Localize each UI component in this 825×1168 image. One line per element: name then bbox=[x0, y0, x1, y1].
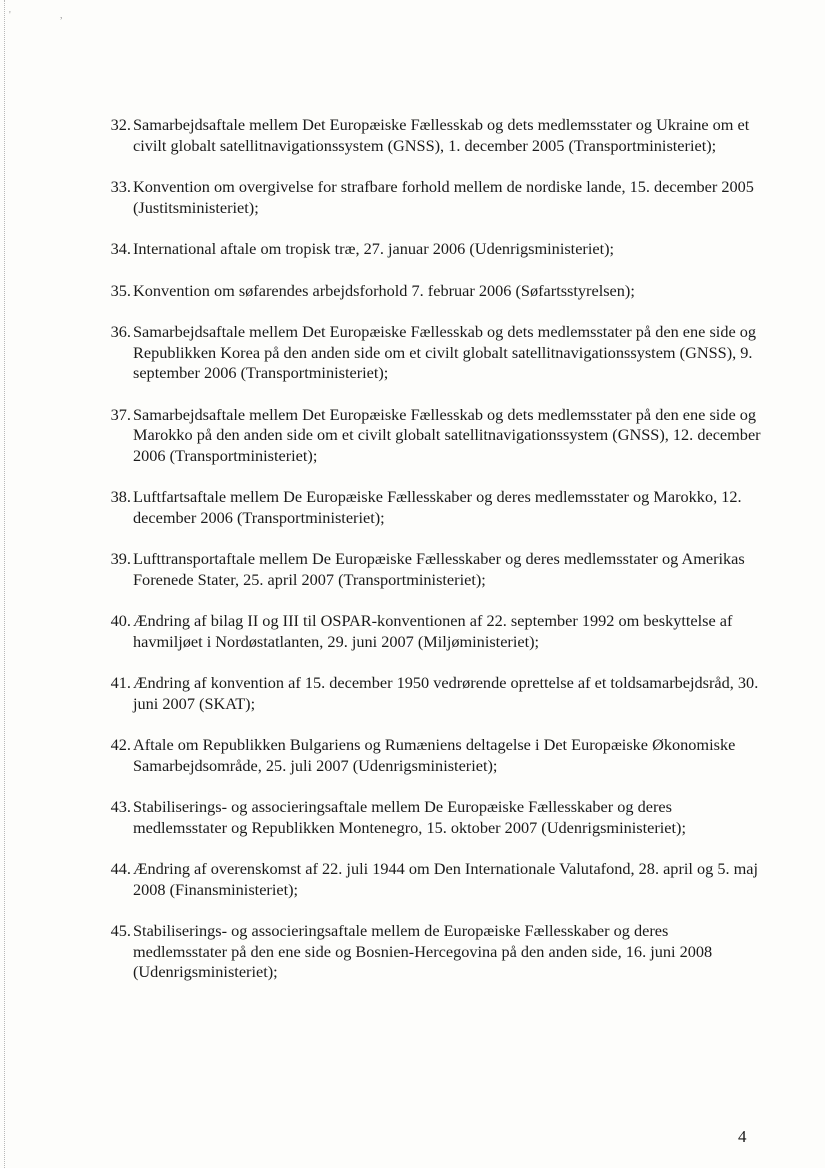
item-text: Konvention om overgivelse for strafbare forhold mellem de nordiske lande, 15. december 2005 (Justitsministeriet); bbox=[133, 177, 754, 217]
item-number: 35. bbox=[110, 280, 131, 300]
item-text: Ændring af bilag II og III til OSPAR-konventionen af 22. september 1992 om beskyttelse af havmiljøet i Nordøstatlanten, 29. juni 2007 (Miljøministeriet); bbox=[133, 611, 733, 651]
item-text: Konvention om søfarendes arbejdsforhold 7. februar 2006 (Søfartsstyrelsen); bbox=[133, 280, 635, 300]
item-text: Samarbejdsaftale mellem Det Europæiske Fællesskab og dets medlemsstater på den ene side og Marokko på den anden side om et civilt globalt satellitnavigationssystem (GNSS), 12. december 2006 (Transportministeriet); bbox=[133, 404, 761, 465]
item-number: 44. bbox=[110, 859, 131, 878]
list-item bbox=[102, 322, 762, 384]
list-item bbox=[102, 859, 762, 900]
item-text: Lufttransportaftale mellem De Europæiske Fællesskaber og deres medlemsstater og Amerikas Forenede Stater, 25. april 2007 (Transportministeriet); bbox=[133, 549, 745, 589]
page-number: 4 bbox=[738, 1127, 747, 1146]
item-number: 45. bbox=[110, 921, 131, 940]
item-number: 36. bbox=[110, 322, 131, 341]
list-item bbox=[102, 115, 762, 156]
item-text: Ændring af konvention af 15. december 1950 vedrørende oprettelse af et toldsamarbejdsråd, 30. juni 2007 (SKAT); bbox=[133, 673, 759, 713]
list-item bbox=[102, 405, 762, 467]
item-text: International aftale om tropisk træ, 27. januar 2006 (Udenrigsministeriet); bbox=[133, 239, 615, 258]
list-item bbox=[102, 797, 762, 838]
list-item bbox=[102, 921, 762, 983]
item-text: Stabiliserings- og associeringsaftale mellem de Europæiske Fællesskaber og deres medlemsstater på den ene side og Bosnien-Hercegovina på den anden side, 16. juni 2008 (Udenrigsministeriet); bbox=[133, 921, 713, 981]
list-item bbox=[102, 735, 762, 776]
scan-speck: ' bbox=[9, 10, 11, 21]
list-item bbox=[102, 487, 762, 528]
scan-border-line bbox=[4, 0, 5, 1168]
scan-speck: , bbox=[60, 10, 63, 21]
item-number: 43. bbox=[110, 797, 131, 816]
item-number: 34. bbox=[110, 239, 131, 258]
item-number: 32. bbox=[110, 115, 131, 134]
item-number: 39. bbox=[110, 549, 131, 568]
list-item bbox=[102, 239, 762, 260]
item-number: 41. bbox=[110, 673, 131, 692]
item-text: Samarbejdsaftale mellem Det Europæiske Fællesskab og dets medlemsstater og Ukraine om et civilt globalt satellitnavigationssystem (GNSS), 1. december 2005 (Transportministeriet); bbox=[133, 115, 750, 155]
item-text: Ændring af overenskomst af 22. juli 1944 om Den Internationale Valutafond, 28. april og 5. maj 2008 (Finansministeriet); bbox=[133, 859, 759, 899]
list-item bbox=[102, 673, 762, 714]
item-text: Stabiliserings- og associeringsaftale mellem De Europæiske Fællesskaber og deres medlemsstater og Republikken Montenegro, 15. oktober 2007 (Udenrigsministeriet); bbox=[133, 797, 686, 837]
list-item bbox=[102, 549, 762, 590]
item-number: 38. bbox=[110, 487, 131, 506]
item-text: Samarbejdsaftale mellem Det Europæiske Fællesskab og dets medlemsstater på den ene side og Republikken Korea på den anden side om et civilt globalt satellitnavigationssystem (GNSS), 9. september 2006 (Transportministeriet); bbox=[133, 322, 757, 382]
item-text: Aftale om Republikken Bulgariens og Rumæniens deltagelse i Det Europæiske Økonomiske Samarbejdsområde, 25. juli 2007 (Udenrigsministeriet); bbox=[133, 735, 736, 775]
item-number: 42. bbox=[110, 735, 131, 754]
list-item bbox=[102, 281, 762, 302]
item-number: 40. bbox=[110, 611, 131, 630]
item-number: 37. bbox=[110, 404, 131, 424]
treaty-list bbox=[102, 115, 762, 1004]
item-number: 33. bbox=[110, 177, 131, 196]
list-item bbox=[102, 611, 762, 652]
item-text: Luftfartsaftale mellem De Europæiske Fællesskaber og deres medlemsstater og Marokko, 12. december 2006 (Transportministeriet); bbox=[133, 487, 742, 527]
list-item bbox=[102, 177, 762, 218]
